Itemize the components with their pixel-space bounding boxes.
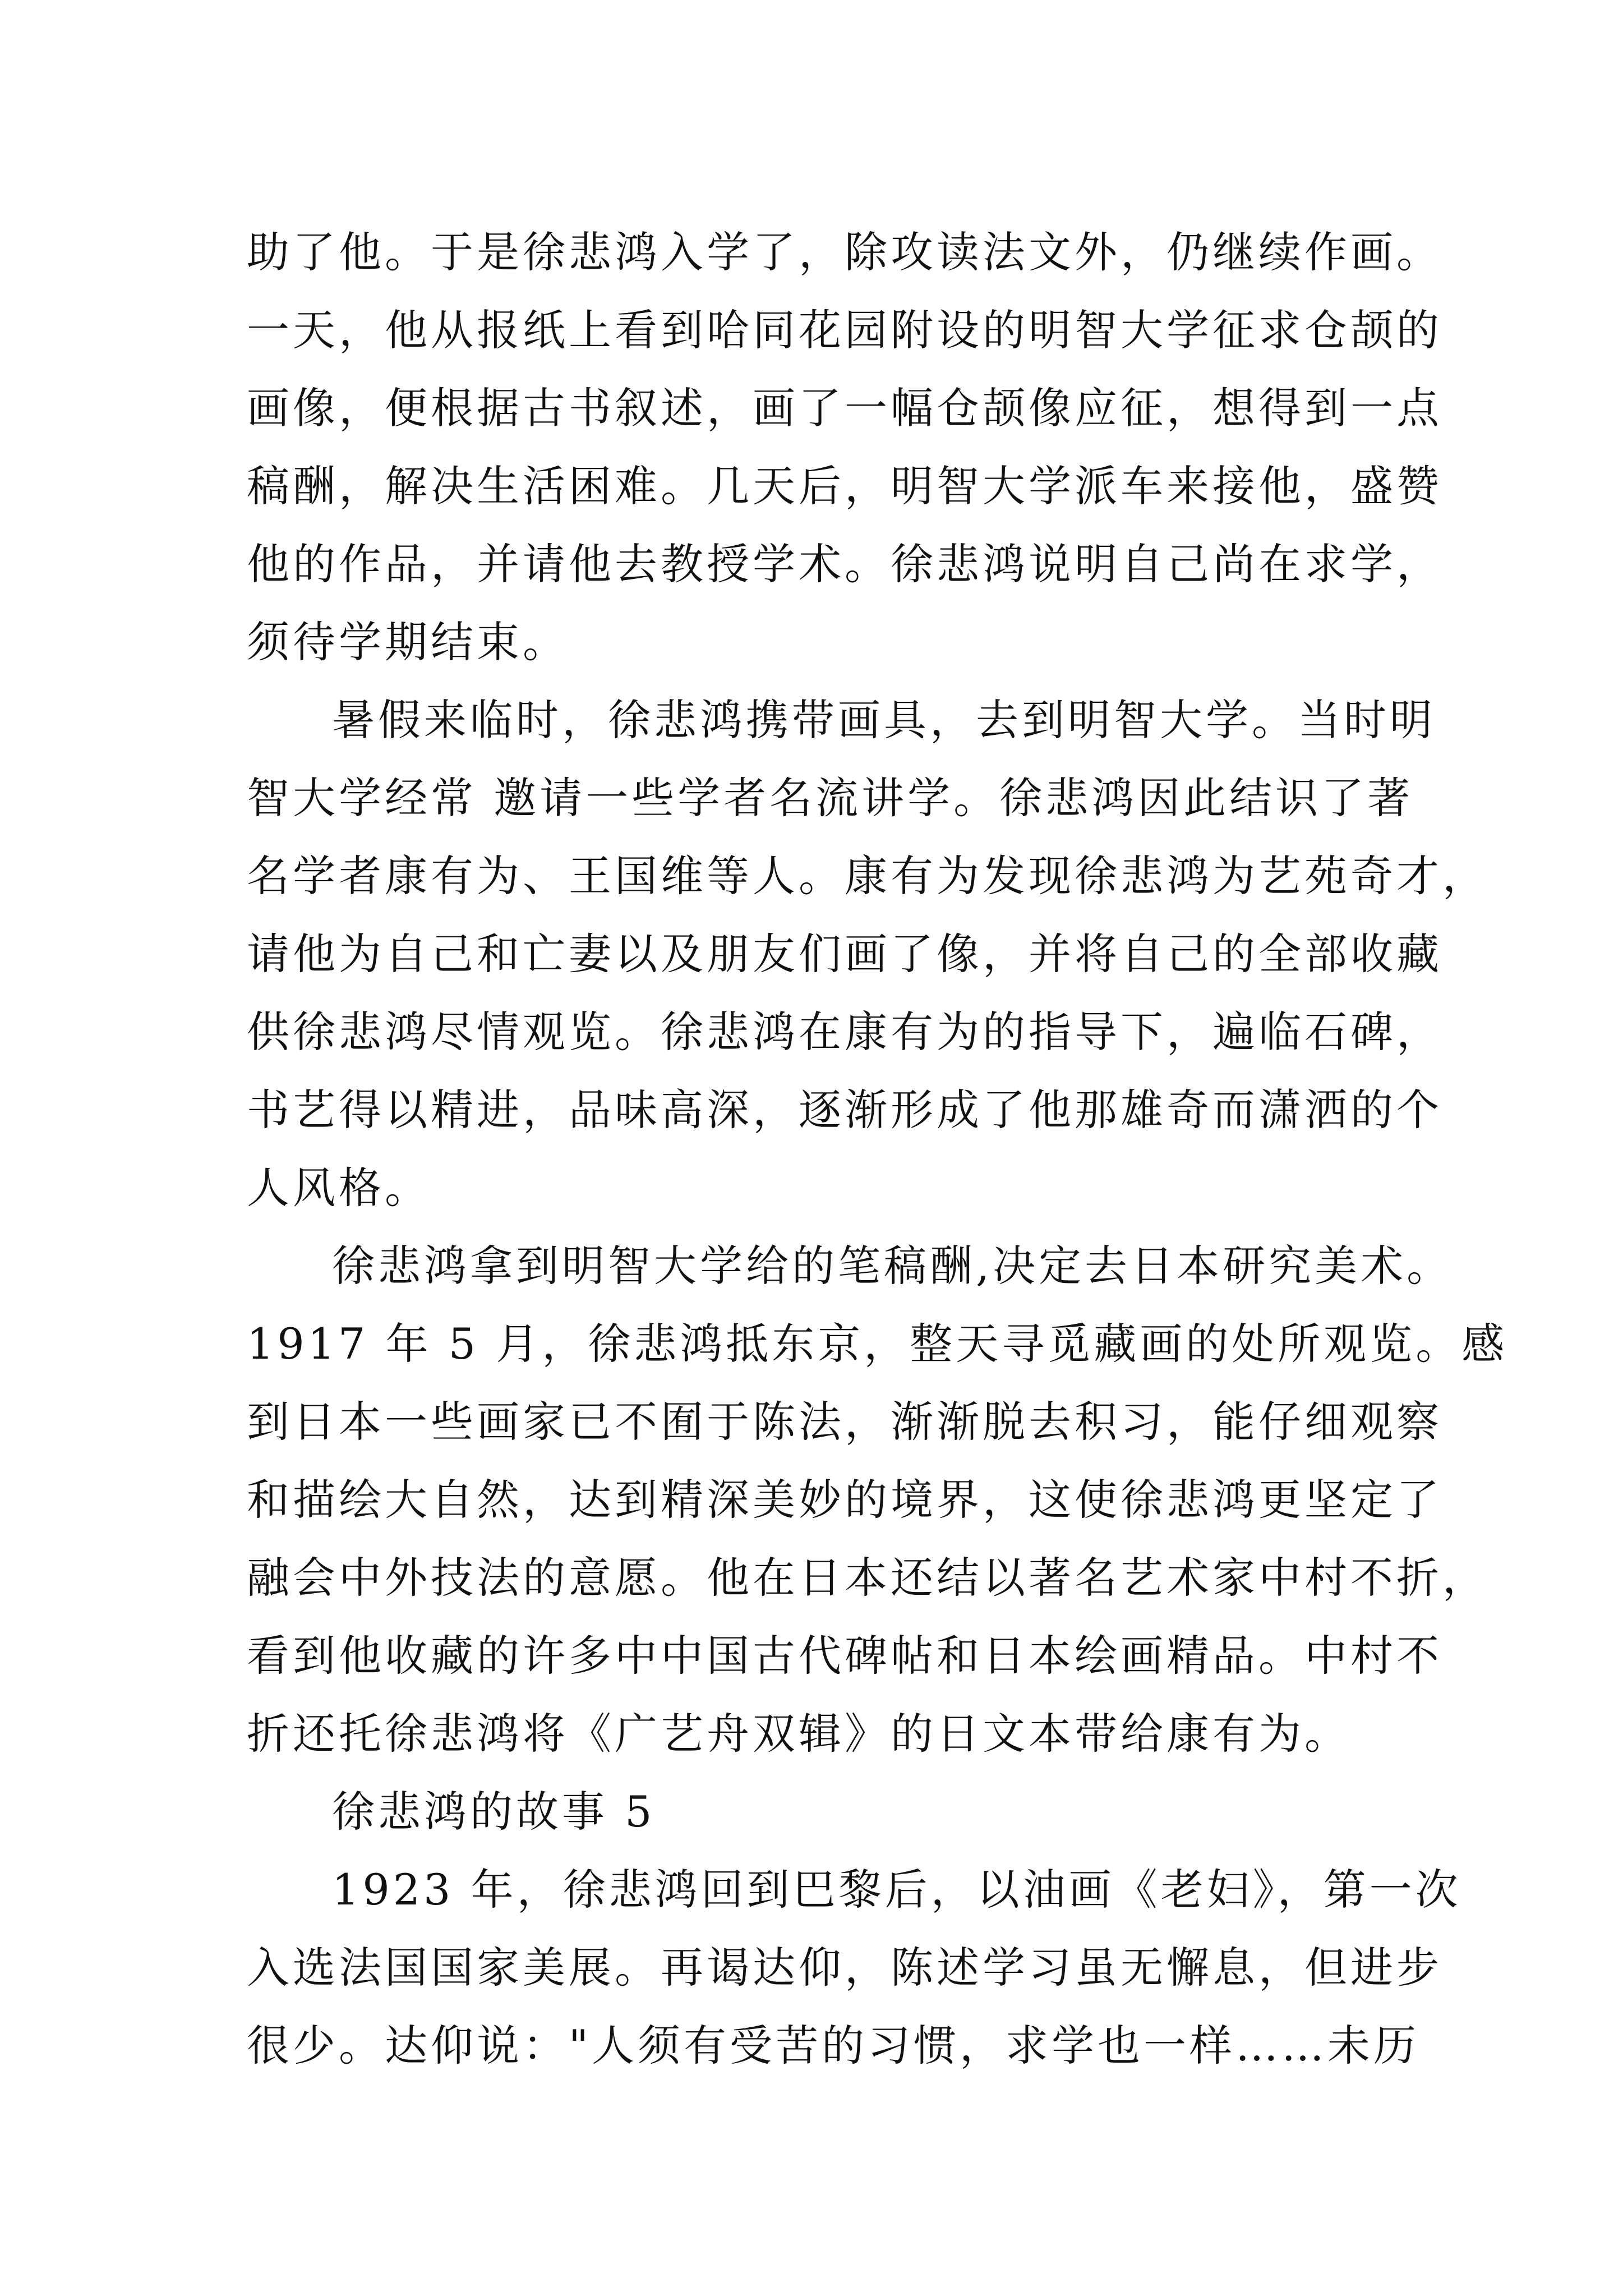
text-line: 他的作品，并请他去教授学术。徐悲鸿说明自己尚在求学， xyxy=(247,539,1442,589)
text-line: 名学者康有为、王国维等人。康有为发现徐悲鸿为艺苑奇才， xyxy=(247,851,1488,901)
text-line: 1917 年 5 月，徐悲鸿抵东京，整天寻觅藏画的处所观览。感 xyxy=(247,1319,1508,1369)
text-line: 助了他。于是徐悲鸿入学了，除攻读法文外，仍继续作画。 xyxy=(247,227,1442,277)
text-line: 请他为自己和亡妻以及朋友们画了像，并将自己的全部收藏 xyxy=(247,929,1442,979)
text-line: 折还托徐悲鸿将《广艺舟双辑》的日文本带给康有为。 xyxy=(247,1709,1350,1759)
text-line: 智大学经常 邀请一些学者名流讲学。徐悲鸿因此结识了著 xyxy=(247,773,1414,823)
section-heading: 徐悲鸿的故事 5 xyxy=(332,1787,656,1837)
paragraph-start-line: 徐悲鸿拿到明智大学给的笔稿酬,决定去日本研究美术。 xyxy=(332,1241,1453,1291)
text-line: 须待学期结束。 xyxy=(247,617,569,667)
text-line: 看到他收藏的许多中中国古代碑帖和日本绘画精品。中村不 xyxy=(247,1631,1442,1681)
text-line: 和描绘大自然，达到精深美妙的境界，这使徐悲鸿更坚定了 xyxy=(247,1475,1442,1525)
text-line: 画像，便根据古书叙述，画了一幅仓颉像应征，想得到一点 xyxy=(247,383,1442,433)
body-text xyxy=(247,213,1508,2085)
text-line: 到日本一些画家已不囿于陈法，渐渐脱去积习，能仔细观察 xyxy=(247,1397,1442,1447)
text-line: 融会中外技法的意愿。他在日本还结以著名艺术家中村不折， xyxy=(247,1553,1488,1603)
text-line: 一天，他从报纸上看到哈同花园附设的明智大学征求仓颉的 xyxy=(247,305,1442,355)
text-line: 供徐悲鸿尽情观览。徐悲鸿在康有为的指导下，遍临石碑， xyxy=(247,1007,1442,1057)
text-line: 很少。达仰说："人须有受苦的习惯，求学也一样……未历 xyxy=(247,2021,1419,2070)
text-line: 入选法国国家美展。再谒达仰，陈述学习虽无懈息，但进步 xyxy=(247,1943,1442,1993)
text-line: 人风格。 xyxy=(247,1163,431,1213)
text-line: 稿酬，解决生活困难。几天后，明智大学派车来接他，盛赞 xyxy=(247,461,1442,511)
text-line: 书艺得以精进，品味高深，逐渐形成了他那雄奇而潇洒的个 xyxy=(247,1085,1442,1135)
paragraph-start-line: 1923 年，徐悲鸿回到巴黎后，以油画《老妇》，第一次 xyxy=(332,1865,1461,1915)
paragraph-start-line: 暑假来临时，徐悲鸿携带画具，去到明智大学。当时明 xyxy=(332,695,1436,745)
